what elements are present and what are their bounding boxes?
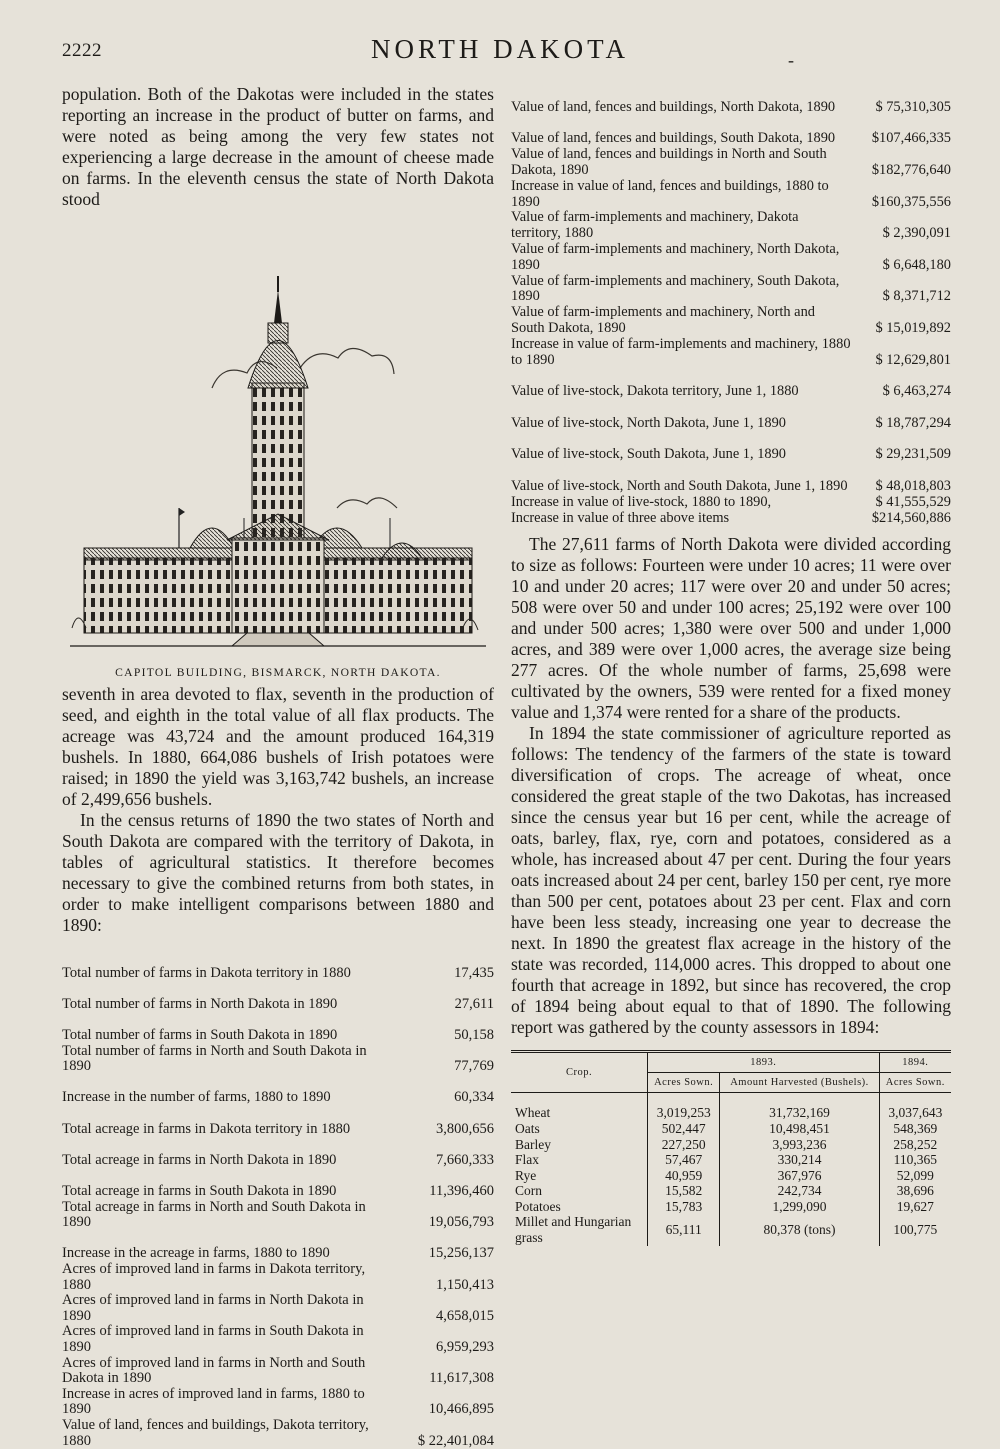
table-row [511,1168,951,1184]
right-statistics-list [511,84,951,526]
stat-row [62,1231,494,1262]
stat-label: Increase in the number of farms, 1880 to 1890 [62,1090,387,1106]
stat-row [511,84,951,116]
stat-value: $ 29,231,509 [851,447,951,463]
year-1893-header: 1893. [648,1052,880,1073]
stat-row [511,179,951,211]
cell-value: 367,976 [720,1168,879,1184]
stat-row [511,210,951,242]
stat-value: $107,466,335 [851,131,951,147]
stat-value: 11,617,308 [387,1371,494,1387]
cell-value: 80,378 (tons) [720,1214,879,1245]
stat-label: Increase in the acreage in farms, 1880 to 1890 [62,1246,387,1262]
left-paragraph-1: population. Both of the Dakotas were included in the states reporting an increase in the product of butter on farms, and were noted as being among the very few states not experiencing a large decrease in the amount of cheese made on farms. In the eleventh census the state of North Dakota stood [62,84,494,210]
stat-value: 11,396,460 [387,1184,494,1200]
stat-label: Increase in acres of improved land in farms, 1880 to 1890 [62,1387,387,1418]
stat-row [511,463,951,495]
margin-mark: - [788,50,794,71]
crop-name: Corn [511,1183,648,1199]
cell-value: 3,037,643 [879,1093,951,1121]
stat-value: 60,334 [387,1090,494,1106]
stat-value: $ 75,310,305 [851,100,951,116]
crop-name: Wheat [511,1093,648,1121]
stat-row [511,368,951,400]
cell-value: 40,959 [648,1168,720,1184]
stat-row [62,1137,494,1168]
cell-value: 227,250 [648,1137,720,1153]
stat-label: Increase in value of farm-implements and machinery, 1880 to 1890 [511,337,851,369]
capitol-building-engraving [62,218,494,658]
stat-value: $ 22,401,084 [387,1434,494,1449]
stat-value: $160,375,556 [851,195,951,211]
stat-label: Total number of farms in South Dakota in 1890 [62,1028,387,1044]
stat-value: 7,660,333 [387,1153,494,1169]
stat-value: 50,158 [387,1028,494,1044]
stat-value: $ 18,787,294 [851,416,951,432]
stat-row [62,981,494,1012]
cell-value: 548,369 [879,1121,951,1137]
right-column [511,84,951,1246]
cell-value: 242,734 [720,1183,879,1199]
acres-sown-1894-header: Acres Sown. [879,1073,951,1093]
stat-row [62,1106,494,1137]
figure-caption: CAPITOL BUILDING, BISMARCK, NORTH DAKOTA. [62,666,494,679]
stat-label: Increase in value of live-stock, 1880 to 1890, [511,495,851,511]
page-title: NORTH DAKOTA [0,34,1000,65]
stat-row [62,1044,494,1075]
stat-label: Value of farm-implements and machinery, South Dakota, 1890 [511,274,851,306]
stat-value: 27,611 [387,997,494,1013]
left-statistics-list [62,950,494,1449]
stat-value: $ 12,629,801 [851,353,951,369]
cell-value: 502,447 [648,1121,720,1137]
cell-value: 38,696 [879,1183,951,1199]
stat-row [62,1324,494,1355]
stat-label: Total number of farms in North Dakota in 1890 [62,997,387,1013]
stat-label: Total acreage in farms in South Dakota in 1890 [62,1184,387,1200]
stat-row [62,1012,494,1043]
stat-value: $ 15,019,892 [851,321,951,337]
stat-value: $ 8,371,712 [851,289,951,305]
stat-label: Total acreage in farms in Dakota territory in 1880 [62,1122,387,1138]
stat-label: Total number of farms in North and South Dakota in 1890 [62,1044,387,1075]
crop-name: Barley [511,1137,648,1153]
cell-value: 100,775 [879,1214,951,1245]
stat-label: Value of farm-implements and machinery, Dakota territory, 1880 [511,210,851,242]
stat-label: Value of farm-implements and machinery, North and South Dakota, 1890 [511,305,851,337]
stat-value: 15,256,137 [387,1246,494,1262]
stat-row [511,274,951,306]
cell-value: 15,582 [648,1183,720,1199]
table-row [511,1183,951,1199]
cell-value: 10,498,451 [720,1121,879,1137]
table-row [511,1152,951,1168]
stat-row [62,950,494,981]
stat-value: 4,658,015 [387,1309,494,1325]
stat-row [511,116,951,148]
stat-row [511,337,951,369]
stat-row [62,1293,494,1324]
crop-name: Rye [511,1168,648,1184]
stat-row [62,1168,494,1199]
stat-row [511,432,951,464]
stat-label: Total acreage in farms in North Dakota in 1890 [62,1153,387,1169]
left-paragraph-3: In the census returns of 1890 the two states of North and South Dakota are compared with the territory of Dakota, in tables of agricultural statistics. It therefore becomes necessary to give the combined returns from both states, in order to make intelligent comparisons between 1880 and 1890: [62,810,494,936]
stat-row [511,495,951,511]
stat-label: Total number of farms in Dakota territory in 1880 [62,966,387,982]
left-paragraph-2: seventh in area devoted to flax, seventh in the production of seed, and eighth in the total value of all flax products. The acreage was 43,724 and the amount produced 164,319 bushels. In 1880, 664,086 bushels of Irish potatoes were raised; in 1890 the yield was 3,163,742 bushels, an increase of 2,499,656 bushels. [62,684,494,810]
table-row [511,1199,951,1215]
stat-label: Increase in value of land, fences and buildings, 1880 to 1890 [511,179,851,211]
right-paragraph-2: In 1894 the state commissioner of agriculture reported as follows: The tendency of the farmers of the state is toward diversification of crops. The acreage of wheat, once considered the great staple of the two Dakotas, has increased since the census year but 16 per cent, while the acreage of oats, barley, flax, rye, corn and potatoes, considered as a whole, has increased about 47 per cent. During the four years oats increased about 24 per cent, barley 150 per cent, rye more than 500 per cent, potatoes about 23 per cent. Flax and corn have been less steady, increasing one year to decrease the next. In 1890 the greatest flax acreage in the history of the state was recorded, 114,000 acres. This dropped to about one fourth that acreage in 1892, but since has recovered, the crop of 1894 being about equal to that of 1890. The following report was gathered by the county assessors in 1894: [511,723,951,1038]
stat-row [62,1262,494,1293]
acres-sown-1893-header: Acres Sown. [648,1073,720,1093]
stat-row [62,1200,494,1231]
stat-value: 3,800,656 [387,1122,494,1138]
stat-value: $ 2,390,091 [851,226,951,242]
cell-value: 57,467 [648,1152,720,1168]
cell-value: 3,993,236 [720,1137,879,1153]
crop-name: Flax [511,1152,648,1168]
stat-value: 77,769 [387,1059,494,1075]
cell-value: 258,252 [879,1137,951,1153]
stat-row [511,147,951,179]
stat-value: $214,560,886 [851,511,951,527]
stat-value: 19,056,793 [387,1215,494,1231]
stat-label: Acres of improved land in farms in North and South Dakota in 1890 [62,1356,387,1387]
stat-label: Value of land, fences and buildings, South Dakota, 1890 [511,131,851,147]
cell-value: 3,019,253 [648,1093,720,1121]
stat-label: Acres of improved land in farms in North Dakota in 1890 [62,1293,387,1324]
stat-label: Increase in value of three above items [511,511,851,527]
cell-value: 31,732,169 [720,1093,879,1121]
stat-label: Total acreage in farms in North and South Dakota in 1890 [62,1200,387,1231]
stat-row [62,1075,494,1106]
stat-value: $ 6,463,274 [851,384,951,400]
crop-name: Millet and Hungarian grass [511,1214,648,1245]
stat-value: $ 6,648,180 [851,258,951,274]
right-paragraph-1: The 27,611 farms of North Dakota were divided according to size as follows: Fourteen were under 10 acres; 11 were over 10 and under 20 acres; 117 were over 20 and under 50 acres; 508 were over 50 and under 100 acres; 25,192 were over 100 and under 500 acres; 1,380 were over 500 and under 1,000 acres, and 389 were over 1,000 acres, the average size being 277 acres. Of the whole number of farms, 25,698 were cultivated by the owners, 539 were rented for a fixed money value and 1,374 were rented for a share of the products. [511,534,951,723]
stat-label: Value of land, fences and buildings, North Dakota, 1890 [511,100,851,116]
stat-label: Value of farm-implements and machinery, North Dakota, 1890 [511,242,851,274]
stat-row [511,511,951,527]
cell-value: 330,214 [720,1152,879,1168]
stat-row [511,242,951,274]
crop-name: Oats [511,1121,648,1137]
table-row [511,1121,951,1137]
stat-label: Value of live-stock, North Dakota, June 1, 1890 [511,416,851,432]
stat-value: 10,466,895 [387,1402,494,1418]
stat-row [62,1418,494,1449]
stat-label: Value of live-stock, Dakota territory, June 1, 1880 [511,384,851,400]
cell-value: 15,783 [648,1199,720,1215]
cell-value: 1,299,090 [720,1199,879,1215]
stat-value: $182,776,640 [851,163,951,179]
crop-column-header: Crop. [511,1052,648,1093]
crop-name: Potatoes [511,1199,648,1215]
stat-label: Value of live-stock, North and South Dakota, June 1, 1890 [511,479,851,495]
cell-value: 110,365 [879,1152,951,1168]
stat-value: $ 41,555,529 [851,495,951,511]
capitol-illustration [62,218,494,684]
stat-value: 6,959,293 [387,1340,494,1356]
stat-label: Value of live-stock, South Dakota, June 1, 1890 [511,447,851,463]
cell-value: 19,627 [879,1199,951,1215]
table-row [511,1214,951,1245]
year-1894-header: 1894. [879,1052,951,1073]
stat-label: Acres of improved land in farms in Dakota territory, 1880 [62,1262,387,1293]
stat-label: Value of land, fences and buildings, Dakota territory, 1880 [62,1418,387,1449]
stat-value: 1,150,413 [387,1278,494,1294]
stat-value: 17,435 [387,966,494,982]
stat-label: Acres of improved land in farms in South Dakota in 1890 [62,1324,387,1355]
stat-row [511,305,951,337]
amount-harvested-header: Amount Harvested (Bushels). [720,1073,879,1093]
stat-row [511,400,951,432]
cell-value: 65,111 [648,1214,720,1245]
table-row [511,1093,951,1121]
left-column [62,84,494,1449]
cell-value: 52,099 [879,1168,951,1184]
stat-row [62,1387,494,1418]
table-row [511,1137,951,1153]
stat-label: Value of land, fences and buildings in North and South Dakota, 1890 [511,147,851,179]
stat-value: $ 48,018,803 [851,479,951,495]
stat-row [62,1355,494,1386]
page-number: 2222 [62,40,102,62]
crop-table [511,1050,951,1245]
